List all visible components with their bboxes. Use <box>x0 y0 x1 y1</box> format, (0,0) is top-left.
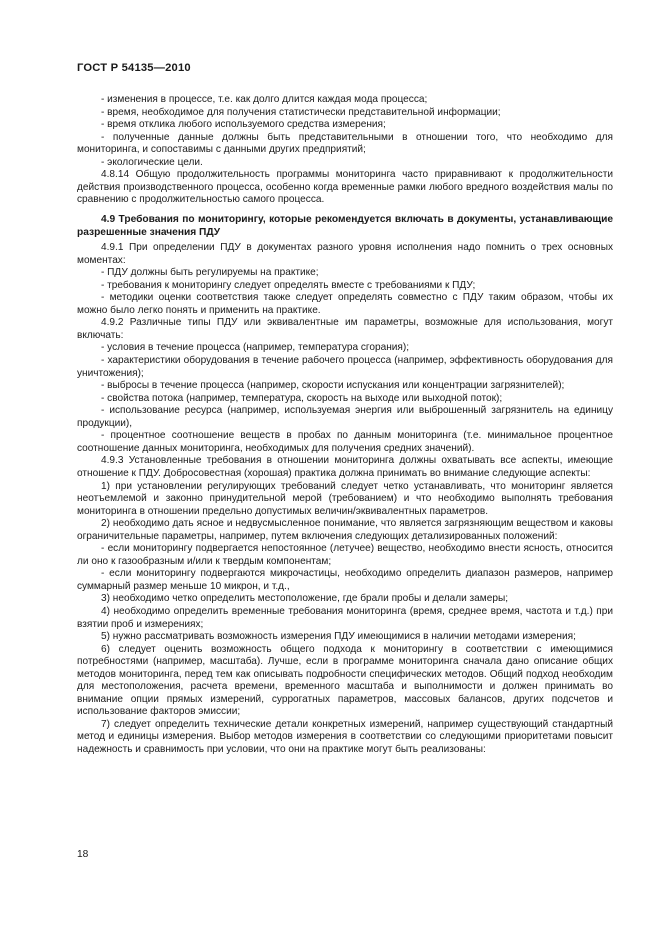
list-item: - использование ресурса (например, используемая энергия или выброшенный загрязнитель на единицу продукции), <box>77 405 613 429</box>
list-item: - процентное соотношение веществ в пробах по данным мониторинга (т.е. минимальное процентное соотношение данных мониторинга, необходимых для получения средних значений). <box>77 430 613 454</box>
list-item: - условия в течение процесса (например, температура сгорания); <box>101 342 410 354</box>
list-item: - выбросы в течение процесса (например, скорости испускания или концентрации загрязнителей); <box>101 380 565 392</box>
list-item: - если мониторингу подвергаются микрочастицы, необходимо определить диапазон размеров, например суммарный размер меньше 10 микрон, и т.д., <box>77 568 613 592</box>
numbered-item: 7) следует определить технические детали конкретных измерений, например существующий стандартный метод и единицы измерения. Выбор методов измерения в соответствии со следующими приоритетами повысит надежность и сравнимость при условии, что они на практике могут быть реализованы: <box>77 718 613 755</box>
list-item: - если мониторингу подвергается непостоянное (летучее) вещество, необходимо внести ясность, относится ли оно к газообразным и/или к твердым компонентам; <box>77 543 613 567</box>
section-heading-4-9: 4.9 Требования по мониторингу, которые рекомендуется включать в документы, устанавливающие разрешенные значения ПДУ <box>77 213 613 238</box>
numbered-item: 6) следует оценить возможность общего подхода к мониторингу в соответствии с имеющимися потребностями (например, масштаба). Лучше, если в программе мониторинга сначала дано описание общих методов мониторинга, перед тем как описывать подробности специфических методов. Общий подход необходим для местоположения, расчета времени, временного масштаба и выполнимости и должен принимать во внимание опции прямых измерений, суррогатных параметров, массовых балансов, других подсчетов и использование факторов эмиссии; <box>77 643 613 718</box>
body-text <box>77 94 613 757</box>
numbered-item: 1) при установлении регулирующих требований следует четко устанавливать, что мониторинг является неотъемлемой и законно принудительной мерой (требованием) и что необходимо выполнять требования мониторинга в отношении предельно допустимых величин/эквивалентных параметров. <box>77 480 613 517</box>
document-header: ГОСТ Р 54135—2010 <box>77 62 191 74</box>
clause-4-9-1: 4.9.1 При определении ПДУ в документах разного уровня исполнения надо помнить о трех основных моментах: <box>77 242 613 266</box>
numbered-item: 3) необходимо четко определить местоположение, где брали пробы и делали замеры; <box>101 593 509 605</box>
list-item: - свойства потока (например, температура, скорость на выходе или выходной поток); <box>101 392 503 404</box>
list-item: - время отклика любого используемого средства измерения; <box>101 119 386 131</box>
numbered-item: 5) нужно рассматривать возможность измерения ПДУ имеющимися в наличии методами измерения; <box>101 631 576 643</box>
list-item: - время, необходимое для получения статистически представительной информации; <box>101 106 501 118</box>
list-item: - экологические цели. <box>101 156 203 168</box>
numbered-item: 2) необходимо дать ясное и недвусмысленное понимание, что является загрязняющим веществом и каковы ограничительные параметры, например, путем включения следующих детализированных положений: <box>77 518 613 542</box>
list-item: - характеристики оборудования в течение рабочего процесса (например, эффективность оборудования для уничтожения); <box>77 355 613 379</box>
list-item: - изменения в процессе, т.е. как долго длится каждая мода процесса; <box>101 94 428 105</box>
numbered-item: 4) необходимо определить временные требования мониторинга (время, среднее время, частота и т.д.) при взятии проб и измерениях; <box>77 605 613 630</box>
clause-4-8-14: 4.8.14 Общую продолжительность программы мониторинга часто приравнивают к продолжительности действия производственного процесса, особенно когда временные рамки любого вредного воздействия малы по сравнению с продолжительностью самого процесса. <box>77 169 613 206</box>
list-item: - ПДУ должны быть регулируемы на практике; <box>101 267 319 279</box>
list-item: - требования к мониторингу следует определять вместе с требованиями к ПДУ; <box>101 279 476 291</box>
list-item: - методики оценки соответствия также следует определять совместно с ПДУ таким образом, чтобы их можно было легко понять и применить на практике. <box>77 292 613 316</box>
clause-4-9-3: 4.9.3 Установленные требования в отношении мониторинга должны охватывать все аспекты, имеющие отношение к ПДУ. Добросовестная (хорошая) практика должна принимать во внимание следующие аспекты: <box>77 455 613 479</box>
clause-4-9-2: 4.9.2 Различные типы ПДУ или эквивалентные им параметры, возможные для использования, могут включать: <box>77 317 613 341</box>
page-number: 18 <box>77 849 89 860</box>
list-item: - полученные данные должны быть представительными в отношении того, что необходимо для мониторинга, и сопоставимы с данными других предприятий; <box>77 131 613 156</box>
